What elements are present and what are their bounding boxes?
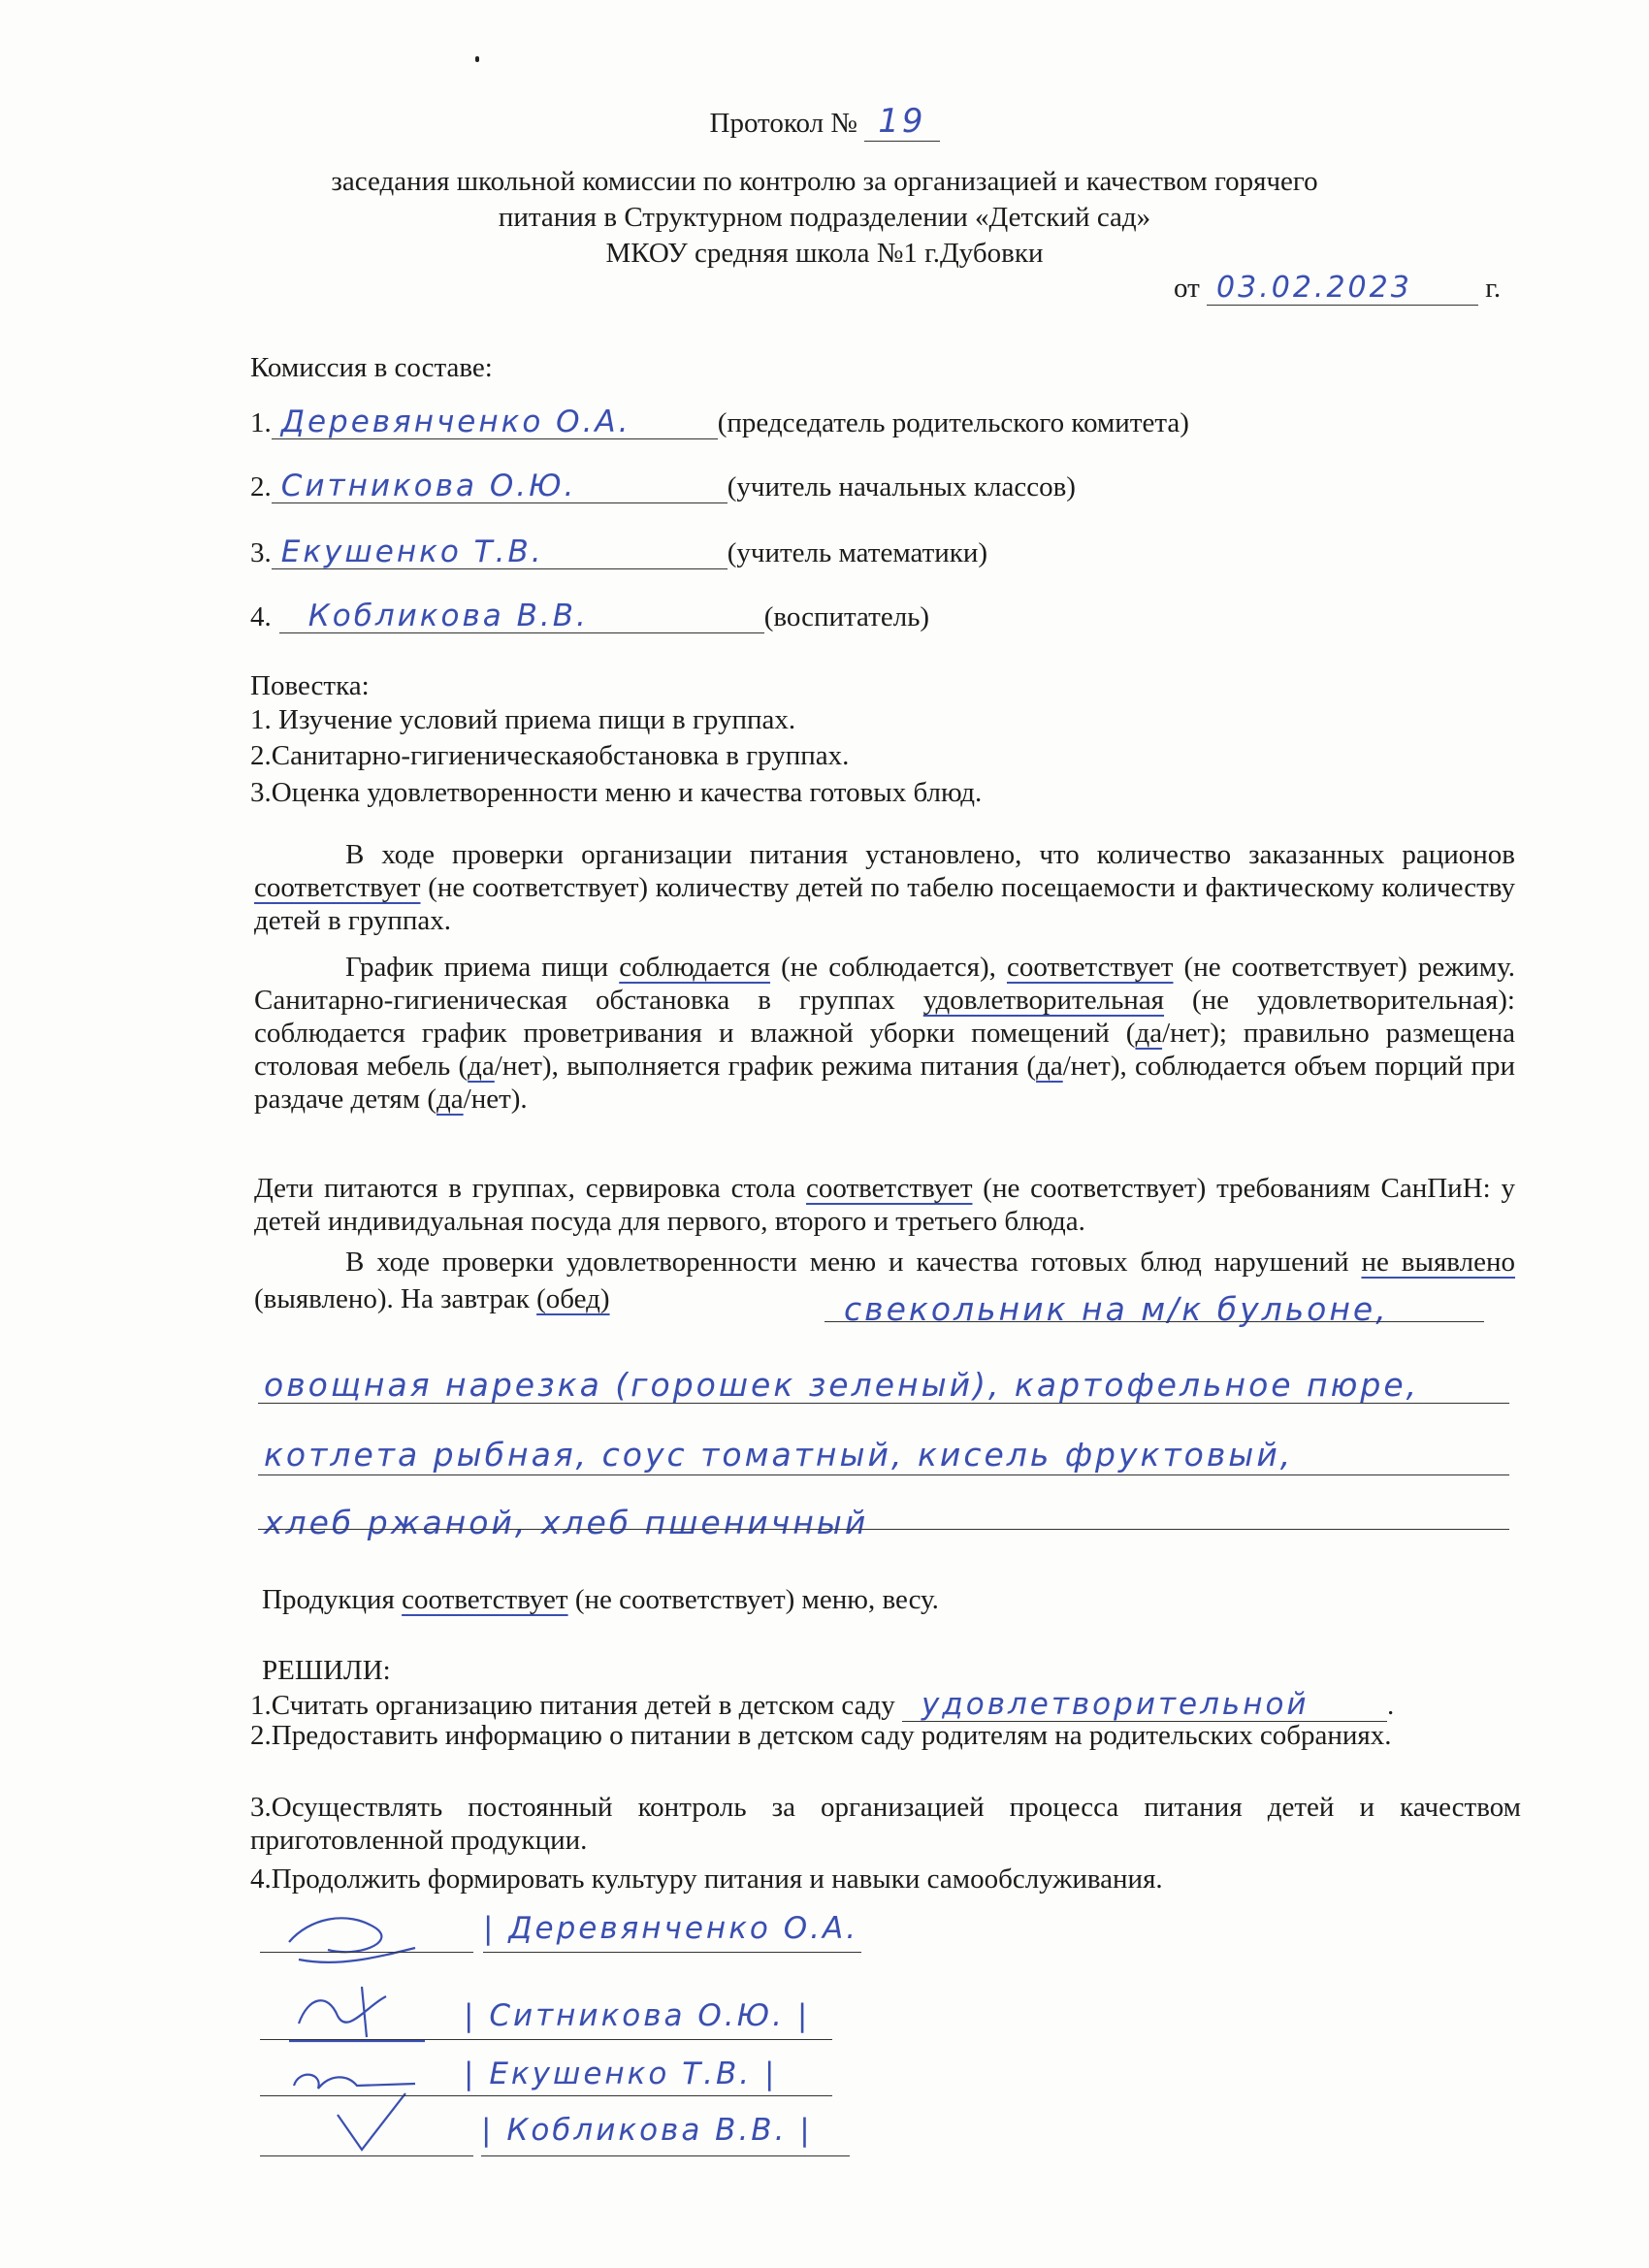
- member-name: Кобликова В.В.: [279, 599, 764, 633]
- underlined-choice: удовлетворительная: [922, 985, 1165, 1016]
- subtitle-line1: заседания школьной комиссии по контролю за организацией и качеством горячего: [331, 166, 1318, 197]
- menu-line-1: свекольник на м/к бульоне,: [844, 1290, 1389, 1328]
- commission-member-3: [250, 535, 987, 569]
- underlined-choice: соблюдается: [619, 952, 771, 983]
- protocol-number: 19: [864, 102, 939, 142]
- menu-underline: [258, 1403, 1509, 1404]
- member-name: Деревянченко О.А.: [272, 405, 718, 439]
- agenda-item-1: 1. Изучение условий приема пищи в группах.: [250, 704, 796, 735]
- member-number: 4.: [250, 601, 272, 632]
- underlined-choice: соответствует: [254, 872, 421, 903]
- commission-member-2: [250, 470, 1076, 503]
- subtitle-line2: питания в Структурном подразделении «Детский сад»: [498, 202, 1151, 233]
- signature-name-line: [483, 1952, 861, 1953]
- menu-underline: [258, 1474, 1509, 1475]
- paragraph-serving: Дети питаются в группах, сервировка стола соответствует (не соответствует) требованиям СанПиН: у детей индивидуальная посуда для первого, второго и третьего блюда.: [254, 1173, 1515, 1237]
- signature-name-line: [464, 2095, 832, 2096]
- decision-item-1: 1.Считать организацию питания детей в детском саду удовлетворительной .: [250, 1687, 1395, 1722]
- decision-item-3: 3.Осуществлять постоянный контроль за организацией процесса питания детей и качеством приготовленной продукции.: [250, 1792, 1521, 1856]
- signature-name-2: | Ситникова О.Ю. |: [464, 1998, 811, 2033]
- subtitle-line3: МКОУ средняя школа №1 г.Дубовки: [605, 238, 1044, 269]
- protocol-date: [1174, 272, 1501, 306]
- underlined-choice: соответствует: [806, 1173, 973, 1204]
- signature-line: [260, 1952, 473, 1953]
- decision-item-4: 4.Продолжить формировать культуру питания и навыки самообслуживания.: [250, 1863, 1163, 1895]
- agenda-heading: Повестка:: [250, 670, 370, 701]
- signature-name-3: | Екушенко Т.В. |: [464, 2057, 778, 2091]
- member-role: (учитель математики): [727, 537, 988, 568]
- assessment-value: удовлетворительной: [902, 1688, 1387, 1722]
- member-number: 2.: [250, 471, 272, 502]
- commission-member-1: [250, 405, 1189, 439]
- decision-heading: РЕШИЛИ:: [262, 1655, 391, 1686]
- title-prefix: Протокол №: [709, 108, 857, 139]
- date-prefix: от: [1174, 273, 1200, 304]
- underlined-choice: не выявлено: [1361, 1247, 1515, 1278]
- underlined-choice: да: [1135, 1018, 1163, 1049]
- member-role: (воспитатель): [763, 601, 930, 632]
- commission-member-4: [250, 599, 929, 633]
- underlined-choice: соответствует: [1006, 952, 1174, 983]
- paragraph-ration-check: В ходе проверки организации питания установлено, что количество заказанных рационов соответствует (не соответствует) количеству детей по табелю посещаемости и фактическому количеству детей в группах.: [254, 839, 1515, 936]
- signature-name-line: [481, 2155, 850, 2156]
- signature-line: [260, 2039, 464, 2040]
- scan-speck: [475, 56, 479, 62]
- decision-item-2: 2.Предоставить информацию о питании в детском саду родителям на родительских собраниях.: [250, 1720, 1392, 1751]
- date-suffix: г.: [1485, 273, 1502, 304]
- member-role: (председатель родительского комитета): [717, 407, 1189, 438]
- menu-line-4: хлеб ржаной, хлеб пшеничный: [264, 1504, 869, 1541]
- member-number: 1.: [250, 407, 272, 438]
- commission-heading: Комиссия в составе:: [250, 352, 493, 383]
- paragraph-meal-schedule: График приема пищи соблюдается (не соблюдается), соответствует (не соответствует) режиму. Санитарно-гигиеническая обстановка в группах удовлетворительная (не удовлетворительная): соблюдается график проветривания и влажной уборки помещений (да/нет); правильно размещена столовая мебель (да/нет), выполняется график режима питания (да/нет), соблюдается объем порций при раздаче детям (да/нет).: [254, 952, 1516, 1115]
- underlined-choice: соответствует: [402, 1584, 568, 1615]
- paragraph-menu-quality: В ходе проверки удовлетворенности меню и качества готовых блюд нарушений не выявлено (выявлено). На завтрак (обед): [254, 1247, 1515, 1314]
- agenda-item-2: 2.Санитарно-гигиеническаяобстановка в группах.: [250, 740, 850, 771]
- member-role: (учитель начальных классов): [727, 471, 1076, 502]
- menu-underline: [258, 1529, 1509, 1530]
- signature-name-1: | Деревянченко О.А.: [483, 1911, 859, 1946]
- member-name: Екушенко Т.В.: [272, 535, 728, 569]
- menu-line-3: котлета рыбная, соус томатный, кисель фруктовый,: [264, 1436, 1294, 1474]
- member-name: Ситникова О.Ю.: [272, 470, 728, 503]
- underlined-choice: (обед): [536, 1283, 610, 1314]
- protocol-title: [0, 102, 1649, 141]
- agenda-item-3: 3.Оценка удовлетворенности меню и качества готовых блюд.: [250, 777, 983, 808]
- date-value: 03.02.2023: [1207, 272, 1478, 306]
- signature-name-4: | Кобликова В.В. |: [481, 2113, 813, 2148]
- underlined-choice: да: [468, 1051, 495, 1082]
- signature-line: [260, 2095, 464, 2096]
- underlined-choice: да: [1036, 1051, 1063, 1082]
- underlined-choice: да: [436, 1084, 464, 1115]
- product-compliance: Продукция соответствует (не соответствует) меню, весу.: [262, 1584, 939, 1615]
- menu-line-2: овощная нарезка (горошек зеленый), картофельное пюре,: [264, 1366, 1420, 1404]
- menu-underline: [824, 1321, 1484, 1322]
- signature-line: [260, 2155, 473, 2156]
- member-number: 3.: [250, 537, 272, 568]
- signature-name-line: [464, 2039, 832, 2040]
